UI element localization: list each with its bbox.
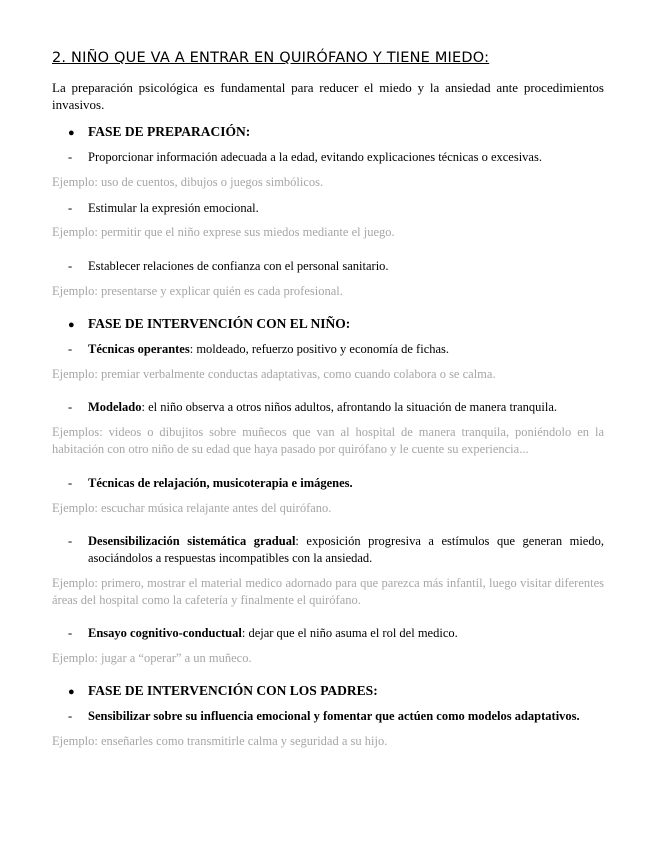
dash-marker: - xyxy=(68,709,73,723)
list-item: - Desensibilización sistemática gradual: exposición progresiva a estímulos que generan miedo, asociándolos a respuestas incompatibles con la ansiedad. xyxy=(68,534,604,565)
example-text: Ejemplo: jugar a “operar” a un muñeco. xyxy=(52,651,252,665)
list-item: - Técnicas operantes: moldeado, refuerzo positivo y economía de fichas. xyxy=(68,342,450,356)
dash-marker: - xyxy=(68,534,73,548)
bullet-icon: ● xyxy=(68,319,75,331)
bullet-icon: ● xyxy=(68,127,75,139)
dash-marker: - xyxy=(68,626,73,640)
dash-marker: - xyxy=(68,201,73,215)
example-text: Ejemplo: premiar verbalmente conductas adaptativas, como cuando colabora o se calma. xyxy=(52,367,496,381)
example-text: Ejemplo: presentarse y explicar quién es cada profesional. xyxy=(52,284,343,298)
list-item: - Técnicas de relajación, musicoterapia e imágenes. xyxy=(68,476,353,490)
intro-paragraph: La preparación psicológica es fundamental para reducer el miedo y la ansiedad ante procedimientos invasivos. xyxy=(52,80,604,112)
phase-heading-preparation: ● FASE DE PREPARACIÓN: xyxy=(68,124,251,139)
phase-heading-child-intervention: ● FASE DE INTERVENCIÓN CON EL NIÑO: xyxy=(68,316,351,331)
example-text: Ejemplo: primero, mostrar el material medico adornado para que parezca más infantil, luego visitar diferentes áreas del hospital como la cafetería y finalmente el quirófano. xyxy=(52,576,604,607)
example-text: Ejemplo: uso de cuentos, dibujos o juegos simbólicos. xyxy=(52,175,324,189)
dash-marker: - xyxy=(68,342,73,356)
dash-marker: - xyxy=(68,259,73,273)
list-item: - Sensibilizar sobre su influencia emocional y fomentar que actúen como modelos adaptativos. xyxy=(68,709,580,723)
dash-marker: - xyxy=(68,476,73,490)
example-text: Ejemplo: permitir que el niño exprese sus miedos mediante el juego. xyxy=(52,225,395,239)
example-text: Ejemplo: escuchar música relajante antes del quirófano. xyxy=(52,501,332,515)
dash-marker: - xyxy=(68,150,73,164)
section-title: 2. NIÑO QUE VA A ENTRAR EN QUIRÓFANO Y TIENE MIEDO: xyxy=(52,50,490,66)
bullet-icon: ● xyxy=(68,686,75,698)
example-text: Ejemplos: videos o dibujitos sobre muñecos que van al hospital de manera tranquila, poniéndolo en la habitación con otro niño de su edad que haya pasado por quirófano y le cuente su experiencia... xyxy=(52,425,604,456)
example-text: Ejemplo: enseñarles como transmitirle calma y seguridad a su hijo. xyxy=(52,734,388,748)
dash-marker: - xyxy=(68,400,73,414)
list-item: - Establecer relaciones de confianza con el personal sanitario. xyxy=(68,259,389,273)
list-item: - Estimular la expresión emocional. xyxy=(68,201,259,215)
phase-heading-parents-intervention: ● FASE DE INTERVENCIÓN CON LOS PADRES: xyxy=(68,683,378,698)
list-item: - Ensayo cognitivo-conductual: dejar que el niño asuma el rol del medico. xyxy=(68,626,458,640)
list-item: - Modelado: el niño observa a otros niños adultos, afrontando la situación de manera tranquila. xyxy=(68,400,557,414)
list-item: - Proporcionar información adecuada a la edad, evitando explicaciones técnicas o excesivas. xyxy=(68,150,542,164)
